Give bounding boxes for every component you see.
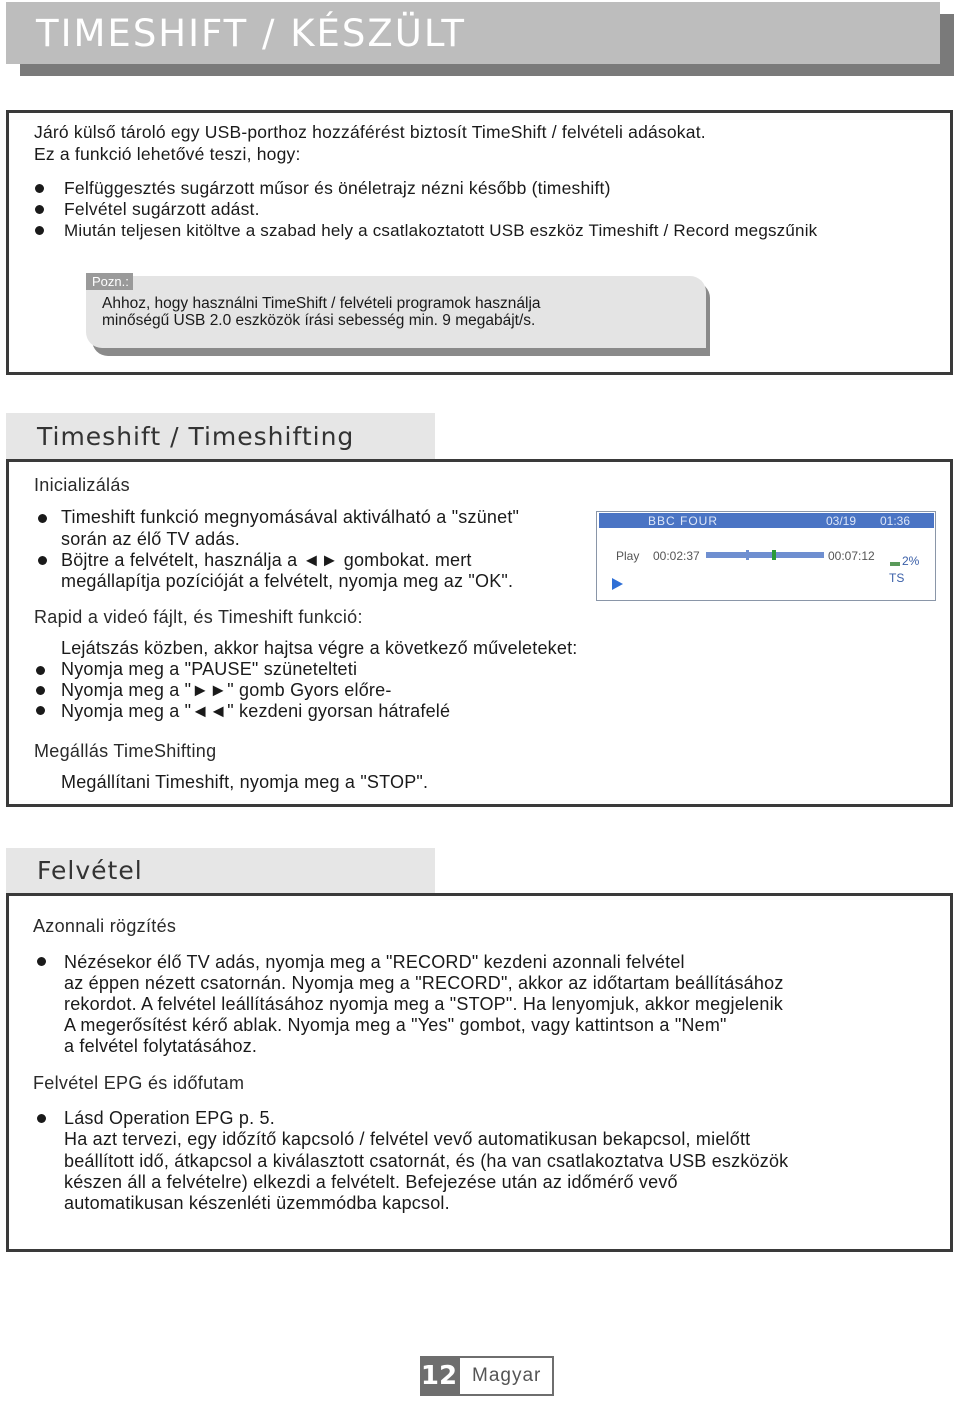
instant-heading: Azonnali rögzítés: [33, 916, 177, 936]
instant-line: a felvétel folytatásához.: [64, 1036, 258, 1056]
intro-line: Ez a funkció lehetővé teszi, hogy:: [34, 144, 301, 164]
stop-text: Megállítani Timeshift, nyomja meg a "STOP".: [61, 772, 429, 792]
epg-heading: Felvétel EPG és időfutam: [33, 1073, 245, 1093]
instant-line: az éppen nézett csatornán. Nyomja meg a "RECORD", akkor az időtartam beállításához: [64, 973, 784, 993]
osd-percent-bar: [890, 562, 900, 566]
osd-cursor: [746, 550, 749, 560]
osd-position-marker: [772, 550, 776, 560]
epg-line: automatikusan készenléti üzemmódba kapcsol.: [64, 1193, 450, 1213]
timeshift-section-title: Timeshift / Timeshifting: [37, 422, 355, 451]
osd-progress-track: [706, 552, 824, 558]
bullet-dot: [36, 706, 45, 715]
epg-line: beállított idő, átkapcsol a kiválasztott csatornát, és (ha van csatlakoztatva USB eszközök: [64, 1151, 789, 1171]
init-line: során az élő TV adás.: [61, 529, 240, 549]
intro-line: Járó külső tároló egy USB-porthoz hozzáférést biztosít TimeShift / felvételi adásokat.: [34, 122, 706, 142]
init-line: Böjtre a felvételt, használja a ◄► gombokat. mert: [61, 550, 472, 570]
osd-percent: 2%: [902, 554, 920, 568]
stop-heading: Megállás TimeShifting: [34, 741, 217, 761]
note-line: minőségű USB 2.0 eszközök írási sebesség min. 9 megabájt/s.: [102, 312, 536, 329]
rapid-heading: Rapid a videó fájlt, és Timeshift funkció:: [34, 607, 363, 627]
bullet-dot: [37, 957, 46, 966]
recording-section-title: Felvétel: [37, 856, 143, 885]
intro-bullet: Felfüggesztés sugárzott műsor és önéletrajz nézni később (timeshift): [64, 178, 611, 198]
epg-line: Lásd Operation EPG p. 5.: [64, 1108, 275, 1128]
rapid-bullet: Nyomja meg a "◄◄" kezdeni gyorsan hátrafelé: [61, 701, 451, 721]
osd-elapsed: 00:02:37: [653, 549, 700, 563]
rapid-bullet: Nyomja meg a "PAUSE" szünetelteti: [61, 659, 358, 679]
init-line: megállapítja pozícióját a felvételt, nyomja meg az "OK".: [61, 571, 514, 591]
note-tag: Pozn.:: [86, 273, 133, 290]
play-triangle-icon: [612, 578, 624, 590]
instant-line: Nézésekor élő TV adás, nyomja meg a "RECORD" kezdeni azonnali felvétel: [64, 952, 685, 972]
rapid-bullet: Nyomja meg a "►►" gomb Gyors előre-: [61, 680, 392, 700]
bullet-dot: [36, 686, 45, 695]
instant-line: rekordot. A felvétel leállításához nyomja meg a "STOP". Ha lenyomjuk, akkor megjelenik: [64, 994, 783, 1014]
bullet-dot: [38, 514, 47, 523]
bullet-dot: [35, 184, 44, 193]
bullet-dot: [38, 556, 47, 565]
init-line: Timeshift funkció megnyomásával aktiválható a "szünet": [61, 507, 520, 527]
bullet-dot: [35, 205, 44, 214]
instant-line: A megerősítést kérő ablak. Nyomja meg a "Yes" gombot, vagy kattintson a "Nem": [64, 1015, 727, 1035]
init-heading: Inicializálás: [34, 475, 130, 495]
rapid-intro: Lejátszás közben, akkor hajtsa végre a következő műveleteket:: [61, 638, 578, 658]
page-title: TIMESHIFT / KÉSZÜLT: [36, 12, 466, 55]
page-number: 12: [420, 1356, 458, 1396]
osd-total: 00:07:12: [828, 549, 875, 563]
osd-clock: 01:36: [880, 514, 911, 528]
intro-bullet: Miután teljesen kitöltve a szabad hely a csatlakoztatott USB eszköz Timeshift / Record megszűnik: [64, 221, 818, 240]
osd-date: 03/19: [826, 514, 857, 528]
epg-line: készen áll a felvételre) elkezdi a felvételt. Befejezése után az időmérő vevő: [64, 1172, 678, 1192]
note-line: Ahhoz, hogy használni TimeShift / felvételi programok használja: [102, 295, 541, 312]
osd-badge: TS: [889, 571, 905, 585]
language-label: Magyar: [458, 1356, 554, 1396]
osd-mode: Play: [616, 549, 640, 563]
epg-line: Ha azt tervezi, egy időzítő kapcsoló / felvétel vevő automatikusan bekapcsol, mielőtt: [64, 1129, 751, 1149]
bullet-dot: [36, 666, 45, 675]
intro-bullet: Felvétel sugárzott adást.: [64, 199, 260, 219]
bullet-dot: [35, 226, 44, 235]
bullet-dot: [37, 1114, 46, 1123]
osd-channel: BBC FOUR: [648, 514, 719, 528]
